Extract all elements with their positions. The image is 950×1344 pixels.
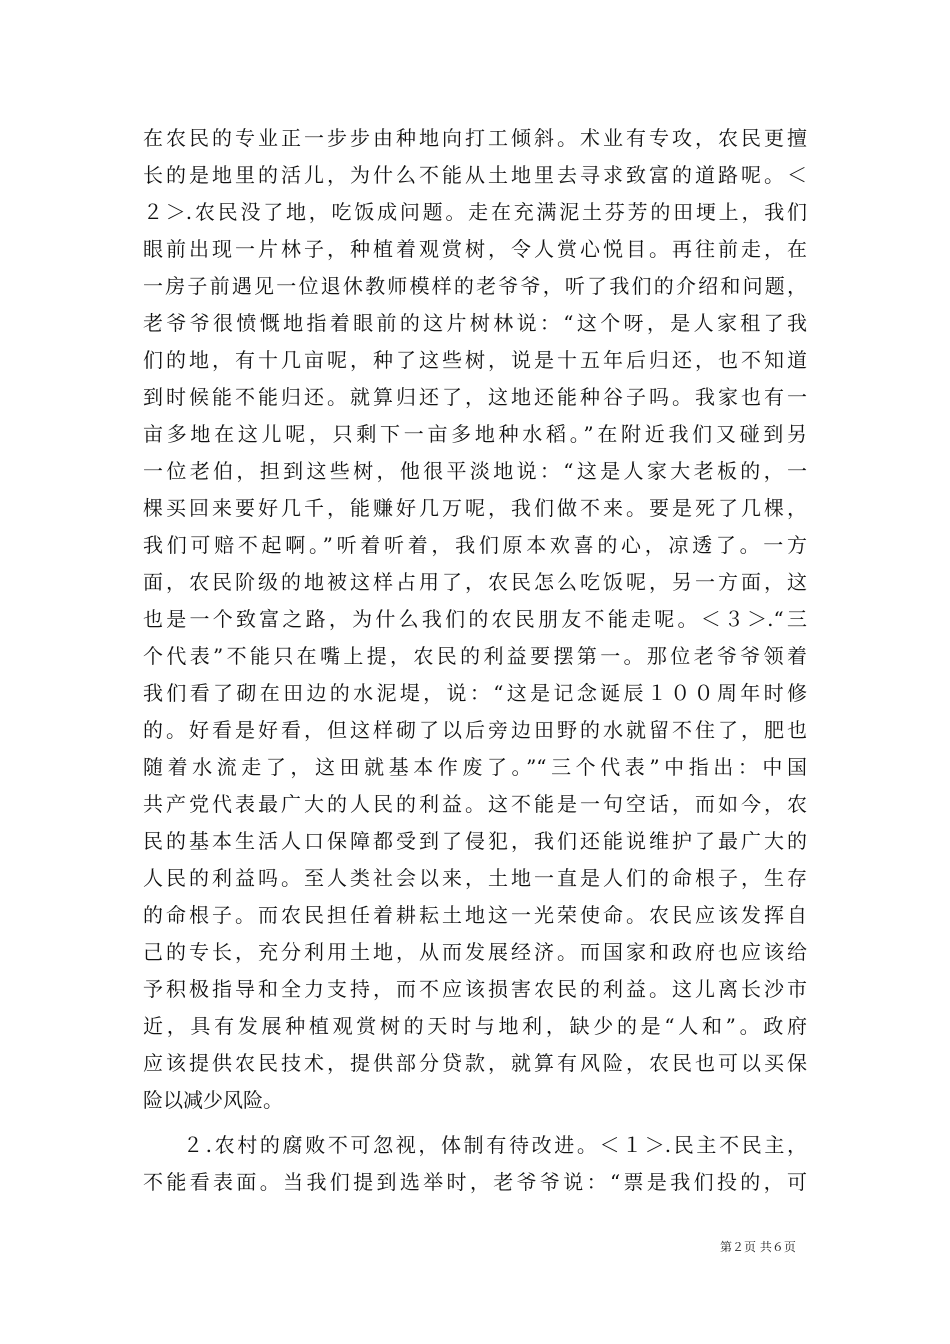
text-line: 己的专长，充分利用土地，从而发展经济。而国家和政府也应该给 xyxy=(143,940,807,964)
text-line: 们的地，有十几亩呢，种了这些树，说是十五年后归还，也不知道 xyxy=(143,348,807,372)
paragraph-2 xyxy=(143,1127,807,1201)
text-line: 一房子前遇见一位退休教师模样的老爷爷，听了我们的介绍和问题， xyxy=(143,274,807,298)
text-line: 棵买回来要好几千，能赚好几万呢，我们做不来。要是死了几棵， xyxy=(143,496,807,520)
text-line: 一位老伯，担到这些树，他很平淡地说：“这是人家大老板的，一 xyxy=(143,459,807,483)
text-line: 眼前出现一片林子，种植着观赏树，令人赏心悦目。再往前走，在 xyxy=(143,237,807,261)
text-line: ２.农村的腐败不可忽视，体制有待改进。＜１＞.民主不民主， xyxy=(183,1133,807,1157)
text-line: 应该提供农民技术，提供部分贷款，就算有风险，农民也可以买保 xyxy=(143,1051,807,1075)
document-body xyxy=(143,120,807,1201)
text-line: 在农民的专业正一步步由种地向打工倾斜。术业有专攻，农民更擅 xyxy=(143,126,807,150)
text-line: 人民的利益吗。至人类社会以来，土地一直是人们的命根子，生存 xyxy=(143,866,807,890)
paragraph-1 xyxy=(143,120,807,1119)
page-number: 第２页 共６页 xyxy=(720,1240,796,1254)
text-line: 长的是地里的活儿，为什么不能从土地里去寻求致富的道路呢。＜ xyxy=(143,163,807,187)
text-line: 的。好看是好看，但这样砌了以后旁边田野的水就留不住了，肥也 xyxy=(143,718,807,742)
text-line: 随着水流走了，这田就基本作废了。”“三个代表”中指出：中国 xyxy=(143,755,807,779)
text-line: 也是一个致富之路，为什么我们的农民朋友不能走呢。＜３＞.“三 xyxy=(143,607,807,631)
text-line: 老爷爷很愤慨地指着眼前的这片树林说：“这个呀，是人家租了我 xyxy=(143,311,807,335)
text-line: 不能看表面。当我们提到选举时，老爷爷说：“票是我们投的，可 xyxy=(143,1170,807,1194)
text-line: 我们看了砌在田边的水泥堤，说：“这是记念诞辰１００周年时修 xyxy=(143,681,807,705)
text-line: 险以减少风险。 xyxy=(143,1088,283,1112)
text-line: 到时候能不能归还。就算归还了，这地还能种谷子吗。我家也有一 xyxy=(143,385,807,409)
text-line: 予积极指导和全力支持，而不应该损害农民的利益。这儿离长沙市 xyxy=(143,977,807,1001)
text-line: 近，具有发展种植观赏树的天时与地利，缺少的是“人和”。政府 xyxy=(143,1014,807,1038)
text-line: 共产党代表最广大的人民的利益。这不能是一句空话，而如今，农 xyxy=(143,792,807,816)
text-line: 个代表”不能只在嘴上提，农民的利益要摆第一。那位老爷爷领着 xyxy=(143,644,807,668)
text-line: 的命根子。而农民担任着耕耘土地这一光荣使命。农民应该发挥自 xyxy=(143,903,807,927)
text-line: 面，农民阶级的地被这样占用了，农民怎么吃饭呢，另一方面，这 xyxy=(143,570,807,594)
text-line: ２＞.农民没了地，吃饭成问题。走在充满泥土芬芳的田埂上，我们 xyxy=(143,200,807,224)
text-line: 亩多地在这儿呢，只剩下一亩多地种水稻。”在附近我们又碰到另 xyxy=(143,422,807,446)
text-line: 民的基本生活人口保障都受到了侵犯，我们还能说维护了最广大的 xyxy=(143,829,807,853)
text-line: 我们可赔不起啊。”听着听着，我们原本欢喜的心，凉透了。一方 xyxy=(143,533,807,557)
